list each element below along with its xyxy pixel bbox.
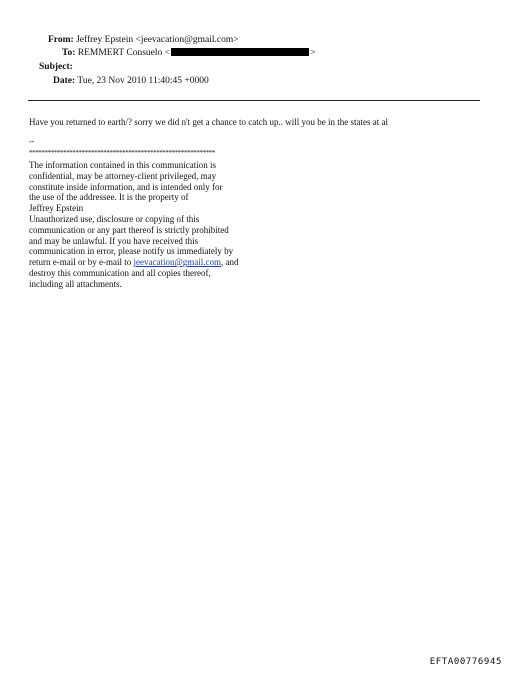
- disclaimer-line: including all attachments.: [29, 278, 122, 289]
- date-label: Date:: [53, 76, 76, 86]
- signature-separator: --: [29, 137, 35, 146]
- disclaimer-notify-line: [29, 257, 289, 268]
- disclaimer-line: confidential, may be attorney-client privileged, may: [29, 170, 217, 181]
- header-subject-row: [39, 61, 73, 73]
- header-divider: [28, 100, 480, 101]
- email-link[interactable]: jeevacation@gmail.com: [133, 257, 221, 268]
- disclaimer-line: communication or any part thereof is strictly prohibited: [29, 224, 229, 235]
- asterisk-divider: ************************************************************: [29, 149, 216, 157]
- message-body: Have you returned to earth/? sorry we did n't get a chance to catch up.. will you be in the states at al: [29, 117, 388, 127]
- to-value-suffix: >: [310, 48, 316, 58]
- header-to-row: [62, 47, 315, 59]
- subject-label: Subject:: [39, 62, 73, 72]
- disclaimer-line: the use of the addressee. It is the property of: [29, 192, 189, 203]
- disclaimer-line: and may be unlawful. If you have received this: [29, 235, 199, 246]
- to-value: REMMERT Consuelo <: [77, 48, 170, 58]
- document-id: EFTA00776945: [429, 657, 502, 667]
- disclaimer-line: communication in error, please notify us immediately by: [29, 246, 234, 257]
- header-date-row: [53, 75, 209, 87]
- disclaimer-line: Jeffrey Epstein: [29, 203, 84, 214]
- disclaimer-line: destroy this communication and all copies thereof,: [29, 267, 211, 278]
- header-from-row: [48, 34, 239, 46]
- from-value: Jeffrey Epstein <jeevacation@gmail.com>: [76, 35, 239, 45]
- disclaimer-line: Unauthorized use, disclosure or copying of this: [29, 213, 200, 224]
- from-label: From:: [48, 35, 74, 45]
- notify-suffix: , and: [220, 257, 239, 268]
- notify-prefix: return e-mail or by e-mail to: [29, 257, 134, 268]
- confidentiality-disclaimer: [29, 160, 289, 290]
- disclaimer-line: The information contained in this communication is: [29, 160, 216, 170]
- to-label: To:: [62, 48, 76, 58]
- redaction-bar: [171, 48, 309, 56]
- disclaimer-line: constitute inside information, and is intended only for: [29, 181, 223, 192]
- date-value: Tue, 23 Nov 2010 11:40:45 +0000: [77, 76, 209, 86]
